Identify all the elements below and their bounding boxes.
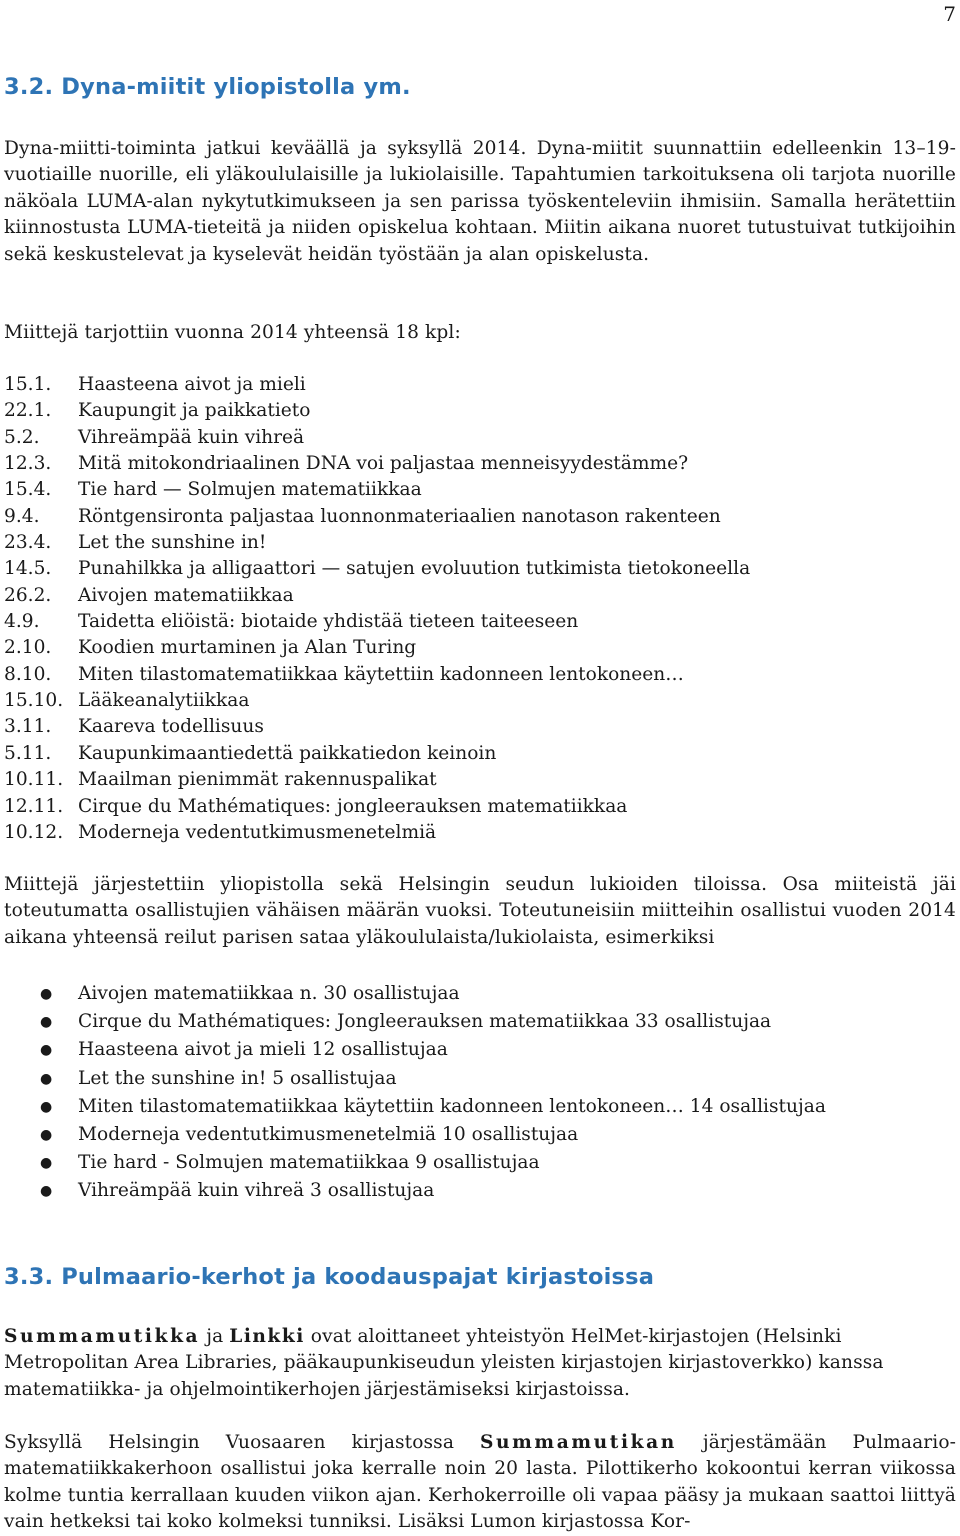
- bullet-icon: ●: [40, 1098, 53, 1115]
- library-paragraph-2-rest: järjestämään Pulmaario-matematiikkakerhoon osallistui joka kerralle noin 20 lasta. Pilottikerho kokoontui kerran viikossa kolme tuntia kerrallaan kuuden viikon ajan. Kerhokerroille oli vapaa pääsy ja mukaan saattoi liittyä vain hetkeksi tai koko kolmeksi tunniksi. Lisäksi Lumon kirjastossa Kor-: [4, 1432, 956, 1533]
- event-list-item: [4, 504, 954, 530]
- participant-list-item: [4, 1121, 954, 1149]
- event-list-item: [4, 451, 954, 477]
- section-heading-3-3: 3.3. Pulmaario-kerhot ja koodauspajat kirjastoissa: [4, 1264, 655, 1290]
- event-date: 9.4.: [4, 505, 40, 527]
- event-date: 12.11.: [4, 795, 64, 817]
- event-title: Mitä mitokondriaalinen DNA voi paljastaa menneisyydestämme?: [78, 453, 689, 475]
- event-title: Cirque du Mathématiques: jongleerauksen matematiikkaa: [78, 795, 628, 817]
- event-title: Moderneja vedentutkimusmenetelmiä: [78, 821, 437, 843]
- event-title: Haasteena aivot ja mieli: [78, 374, 306, 395]
- event-title: Röntgensironta paljastaa luonnonmateriaalien nanotason rakenteen: [78, 505, 721, 527]
- event-list-item: [4, 662, 954, 688]
- event-date: 5.2.: [4, 426, 40, 448]
- event-date: 12.3.: [4, 453, 52, 475]
- participant-list-item: [4, 1149, 954, 1177]
- event-list-item: [4, 398, 954, 424]
- event-date: 10.12.: [4, 821, 64, 843]
- event-title: Let the sunshine in!: [78, 532, 267, 554]
- event-list-item: [4, 767, 954, 793]
- participant-list-item: [4, 1177, 954, 1205]
- event-title: Maailman pienimmät rakennuspalikat: [78, 769, 437, 791]
- event-date: 10.11.: [4, 769, 64, 791]
- event-list-item: [4, 530, 954, 556]
- event-list-item: [4, 635, 954, 661]
- linkki-name: Linkki: [229, 1326, 305, 1347]
- event-title: Kaupunkimaantiedettä paikkatiedon keinoin: [78, 742, 497, 764]
- event-list-item: [4, 425, 954, 451]
- participant-text: Haasteena aivot ja mieli 12 osallistujaa: [78, 1039, 448, 1061]
- bullet-icon: ●: [40, 1183, 53, 1200]
- participant-list-item: [4, 1065, 954, 1093]
- bullet-icon: ●: [40, 1127, 53, 1144]
- event-date: 15.4.: [4, 479, 52, 501]
- event-list-item: [4, 477, 954, 503]
- event-date: 23.4.: [4, 532, 52, 554]
- section-heading-3-2: 3.2. Dyna-miitit yliopistolla ym.: [4, 74, 411, 100]
- page-number: 7: [943, 2, 956, 26]
- summamutikka-name: Summamutikka: [4, 1326, 201, 1347]
- event-date: 2.10.: [4, 637, 52, 659]
- participant-text: Tie hard - Solmujen matematiikkaa 9 osallistujaa: [78, 1152, 540, 1174]
- event-date: 26.2.: [4, 584, 52, 606]
- event-title: Koodien murtaminen ja Alan Turing: [78, 637, 417, 659]
- participant-text: Cirque du Mathématiques: Jongleerauksen matematiikkaa 33 osallistujaa: [78, 1011, 772, 1033]
- intro-paragraph: Dyna-miitti-toiminta jatkui keväällä ja syksyllä 2014. Dyna-miitit suunnattiin edelleenkin 13–19-vuotiaille nuorille, eli yläkoululaisille ja lukiolaisille. Tapahtumien tarkoituksena oli tarjota nuorille näköala LUMA-alan nykytutkimukseen ja sen parissa työskenteleviin ihmisiin. Samalla herätettiin kiinnostusta LUMA-tieteitä ja niiden opiskelua kohtaan. Miitin aikana nuoret tutustuivat tutkijoihin sekä keskustelevat ja kyselevät heidän työstään ja alan opiskelusta.: [4, 138, 956, 265]
- summamutikan-name: Summamutikan: [480, 1432, 677, 1453]
- event-list-item: [4, 583, 954, 609]
- event-date: 4.9.: [4, 611, 40, 633]
- event-title: Aivojen matematiikkaa: [78, 584, 294, 606]
- participant-list: [4, 980, 954, 1206]
- participant-list-item: [4, 1093, 954, 1121]
- and-text: ja: [200, 1326, 230, 1347]
- bullet-icon: ●: [40, 986, 53, 1002]
- event-list-item: [4, 794, 954, 820]
- event-list: [4, 372, 954, 846]
- event-title: Punahilkka ja alligaattori — satujen evoluution tutkimista tietokoneella: [78, 558, 751, 580]
- event-title: Vihreämpää kuin vihreä: [78, 426, 305, 448]
- participant-text: Aivojen matematiikkaa n. 30 osallistujaa: [78, 983, 460, 1004]
- event-date: 22.1.: [4, 400, 52, 422]
- event-date: 14.5.: [4, 558, 52, 580]
- event-title: Taidetta eliöistä: biotaide yhdistää tieteen taiteeseen: [78, 611, 579, 633]
- library-paragraph-1: [4, 1324, 956, 1403]
- bullet-icon: ●: [40, 1155, 53, 1172]
- library-paragraph-2-start: Syksyllä Helsingin Vuosaaren kirjastossa: [4, 1432, 481, 1453]
- event-list-item: [4, 609, 954, 635]
- event-list-item: [4, 741, 954, 767]
- participant-text: Let the sunshine in! 5 osallistujaa: [78, 1067, 397, 1089]
- event-title: Tie hard — Solmujen matematiikkaa: [78, 479, 422, 501]
- participant-list-item: [4, 1008, 954, 1036]
- event-list-item: [4, 714, 954, 740]
- event-date: 8.10.: [4, 663, 52, 685]
- event-list-item: [4, 556, 954, 582]
- event-date: 15.10.: [4, 690, 64, 712]
- bullet-icon: ●: [40, 1042, 53, 1059]
- event-title: Miten tilastomatematiikkaa käytettiin kadonneen lentokoneen…: [78, 663, 684, 685]
- bullet-icon: ●: [40, 1070, 53, 1087]
- participant-text: Vihreämpää kuin vihreä 3 osallistujaa: [78, 1180, 435, 1202]
- library-paragraph-2: [4, 1430, 956, 1536]
- venues-paragraph: Miittejä järjestettiin yliopistolla sekä Helsingin seudun lukioiden tiloissa. Osa miiteistä jäi toteutumatta osallistujien vähäisen määrän vuoksi. Toteutuneisiin miitteihin osallistui vuoden 2014 aikana yhteensä reilut parisen sataa yläkoululaista/lukiolaista, esimerkiksi: [4, 874, 956, 948]
- list-intro: Miittejä tarjottiin vuonna 2014 yhteensä 18 kpl:: [4, 322, 461, 343]
- event-list-item: [4, 688, 954, 714]
- event-list-item: [4, 372, 954, 398]
- event-title: Lääkeanalytiikkaa: [78, 690, 250, 712]
- event-date: 15.1.: [4, 374, 52, 395]
- participant-text: Miten tilastomatematiikkaa käytettiin kadonneen lentokoneen… 14 osallistujaa: [78, 1095, 826, 1117]
- event-list-item: [4, 820, 954, 846]
- event-date: 3.11.: [4, 716, 52, 738]
- event-title: Kaupungit ja paikkatieto: [78, 400, 311, 422]
- participant-list-item: [4, 980, 954, 1008]
- event-date: 5.11.: [4, 742, 52, 764]
- event-title: Kaareva todellisuus: [78, 716, 264, 738]
- participant-text: Moderneja vedentutkimusmenetelmiä 10 osallistujaa: [78, 1124, 579, 1146]
- bullet-icon: ●: [40, 1014, 53, 1031]
- library-paragraph-1-rest: ovat aloittaneet yhteistyön HelMet-kirjastojen (Helsinki Metropolitan Area Libraries, pääkaupunkiseudun yleisten kirjastojen kirjastoverkko) kanssa matematiikka- ja ohjelmointikerhojen järjestämiseksi kirjastoissa.: [4, 1326, 884, 1400]
- participant-list-item: [4, 1036, 954, 1064]
